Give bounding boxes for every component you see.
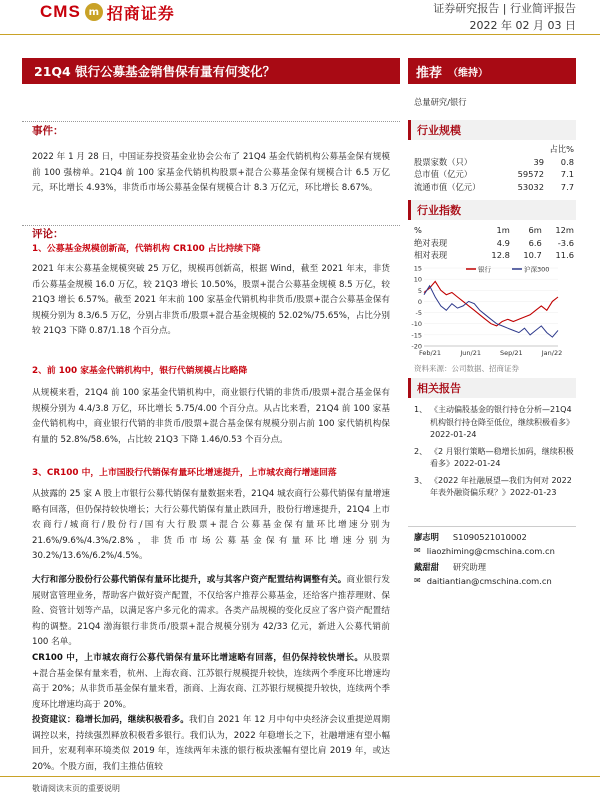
paragraph-4-lead: 大行和部分股份行公募代销保有量环比提升，或与其客户资产配置结构调整有关。 xyxy=(32,575,347,585)
scale-label: 股票家数（只） xyxy=(414,156,473,167)
legend-label: 沪深300 xyxy=(524,265,550,274)
scale-table xyxy=(414,143,574,193)
index-label: 绝对表现 xyxy=(414,237,448,248)
section-1-heading: 1、公募基金规模创新高，代销机构 CR100 占比持续下降 xyxy=(32,244,261,254)
scale-label: 总市值（亿元） xyxy=(414,169,473,180)
list-item[interactable] xyxy=(414,475,574,500)
index-1m: 12.8 xyxy=(491,250,510,261)
logo-mark-icon: m xyxy=(85,3,103,21)
index-12m: 11.6 xyxy=(555,250,574,261)
recommendation-badge xyxy=(408,58,576,84)
x-tick-label: Jun/21 xyxy=(460,349,481,357)
index-table xyxy=(414,224,574,262)
related-report-list xyxy=(414,404,574,500)
y-tick-label: -20 xyxy=(411,342,422,351)
report-number: 2、 xyxy=(414,446,428,456)
report-title: 21Q4 银行公募基金销售保有量有何变化？ xyxy=(22,58,400,84)
header-divider xyxy=(0,34,600,35)
footer-note: 敬请阅读末页的重要说明 xyxy=(32,784,120,793)
paragraph-4-text: 商业银行发展财富管理业务，帮助客户做好资产配置，不仅给客户推荐公募基金，还给客户推荐理财、保险、资管计划等产品，以满足客户多元化的需求。各类产品规模的变化反应了客户资产配置结构的调整。21Q4 渤海银行非货币/股票+混合规模分别为 42/33 亿元，新进入公募代销前 100 名单。 xyxy=(32,575,390,648)
y-tick-label: 15 xyxy=(413,264,422,273)
scale-value: 59572 xyxy=(517,169,544,180)
mail-icon: ✉ xyxy=(414,546,421,555)
y-tick-label: 0 xyxy=(417,297,422,306)
logo-text-en: CMS xyxy=(40,2,81,21)
scale-share: 7.7 xyxy=(560,181,574,192)
related-section-title: 相关报告 xyxy=(408,378,576,398)
analyst-email-row xyxy=(414,574,574,588)
paragraph-6-text: 我们自 2021 年 12 月中旬中央经济会议重提逆周期调控以来，持续强烈释放积极看多银行。我们认为，2022 年稳增长之下，社融增速有望小幅回升，宏观利率环境类似 2019 年，连续两年未涨的银行板块涨幅有望比肩 2019 年，或达 20%。个股方面，我们主推估值较 xyxy=(32,715,390,772)
table-row xyxy=(414,237,574,250)
footer-divider xyxy=(0,776,600,777)
paragraph-5 xyxy=(32,651,390,713)
paragraph-6 xyxy=(32,713,390,775)
analyst-email[interactable]: daitiantian@cmschina.com.cn xyxy=(426,576,552,586)
section-1-text: 2021 年末公募基金规模突破 25 万亿，规模再创新高，根据 Wind，截至 2021 年末，非货币公募基金规模 16.0 万亿，较 21Q3 增长 10.50%，股票+混合公募基金规模 8.5 万亿，较 21Q3 增长 6.57%。截至 2021 年末前 100 家基金代销机构非货币/股票+混合公募基金保有规模分别为 8.3/6.5 万亿，分别占非货币/股票+混合基金规模的 52.02%/75.65%，占比分别较 21Q3 下降 0.87/1.18 个百分点。 xyxy=(32,264,390,337)
comment-label: 评论： xyxy=(32,228,64,240)
table-row xyxy=(414,168,574,181)
y-tick-label: 5 xyxy=(417,286,422,295)
table-row xyxy=(414,249,574,262)
scale-label: 流通市值（亿元） xyxy=(414,181,481,192)
y-tick-label: -5 xyxy=(415,309,422,318)
analyst-name: 戴甜甜 xyxy=(414,562,439,572)
scale-share: 0.8 xyxy=(560,156,574,167)
index-section-title: 行业指数 xyxy=(408,200,576,220)
analyst-row xyxy=(414,560,574,574)
chart-source: 资料来源：公司数据、招商证券 xyxy=(414,364,519,373)
logo-text-cn: 招商证券 xyxy=(106,3,175,23)
industry-line: 总量研究/银行 xyxy=(414,97,467,107)
analyst-cert: S1090521010002 xyxy=(452,532,527,542)
analyst-email[interactable]: liaozhiming@cmschina.com.cn xyxy=(426,546,555,556)
scale-share-header: 占比% xyxy=(549,144,574,155)
scale-section-title: 行业规模 xyxy=(408,120,576,140)
report-number: 1、 xyxy=(414,405,428,414)
divider xyxy=(408,526,576,527)
scale-value: 53032 xyxy=(517,181,544,192)
industry-index-chart xyxy=(408,262,576,362)
section-2-heading: 2、前 100 家基金代销机构中，银行代销规模占比略降 xyxy=(32,366,248,376)
list-item[interactable] xyxy=(414,404,574,442)
report-title-link[interactable]: 《主动偏股基金的银行持仓分析—21Q4 机构银行持仓降至低位，继续积极看多》2022-01-24 xyxy=(430,405,574,439)
report-type: 证券研究报告 | 行业简评报告 xyxy=(433,2,576,15)
recommendation-sub: （维持） xyxy=(448,67,489,79)
table-row xyxy=(414,181,574,194)
mail-icon: ✉ xyxy=(414,576,421,585)
event-text: 2022 年 1 月 28 日，中国证券投资基金业协会公布了 21Q4 基金代销机构公募基金保有规模前 100 强榜单。21Q4 前 100 家基金代销机构股票+混合公募基金保有规模合计 6.5 万亿元，环比增长 4.93%，非货币市场公募基金保有规模合计 8.3 万亿元，环比增长 8.67%。 xyxy=(32,152,390,194)
scale-share: 7.1 xyxy=(560,169,574,180)
paragraph-4 xyxy=(32,573,390,651)
brand-logo xyxy=(40,2,175,22)
paragraph-5-text: 从股票+混合基金保有量来看，杭州、上海农商、江苏银行规模提升较快，连续两个季度环比增速均高于 20%；从非货币基金保有量来看，浙商、上海农商、江苏银行规模提升较快，连续两个季度环比增速均高于 20%。 xyxy=(32,653,390,710)
x-tick-label: Feb/21 xyxy=(419,349,441,357)
recommendation-label: 推荐 xyxy=(416,65,443,81)
y-tick-label: 10 xyxy=(413,275,422,284)
paragraph-6-lead: 投资建议：稳增长加码，继续积极看多。 xyxy=(32,715,189,725)
section-3-heading: 3、CR100 中，上市国股行代销保有量环比增速提升，上市城农商行增速回落 xyxy=(32,468,337,478)
report-title-link[interactable]: 《2022 年社融展望—我们为何对 2022 年表外融资偏乐观？》2022-01-23 xyxy=(430,475,572,497)
index-1m: 4.9 xyxy=(496,237,510,248)
y-tick-label: -15 xyxy=(411,331,422,340)
section-2-text: 从规模来看，21Q4 前 100 家基金代销机构中，商业银行代销的非货币/股票+混合基金保有规模分别为 4.4/3.8 万亿，环比增长 5.75/4.00 个百分点。从占比来看，21Q4 前 100 家基金代销机构中，商业银行代销的非货币/股票+混合基金保有规模分别占前 100 家代销机构保有量的 52.8%/58.6%，占比较 21Q3 下降 1.46/0.53 个百分点。 xyxy=(32,388,390,445)
scale-value: 39 xyxy=(533,156,544,167)
index-header-label: % xyxy=(414,225,422,236)
list-item[interactable] xyxy=(414,446,574,471)
index-6m: 10.7 xyxy=(523,250,542,261)
analyst-block xyxy=(414,530,574,588)
report-number: 3、 xyxy=(414,475,428,485)
index-header-12m: 12m xyxy=(555,225,574,236)
section-3-text: 从披露的 25 家 A 股上市银行公募代销保有量数据来看，21Q4 城农商行公募代销保有量增速略有回落，但仍保持较快增长；大行公募代销保有量止跌回升，股份行增速提升，21Q4 上市农商行/城商行/股份行/国有大行股票+混合公募基金保有量环比增速分别为 21.6%/9.6%/4.3%/2.8%，非货币市场公募基金保有量环比增速分别为 30.2%/13.6%/6.2%/4.5%。 xyxy=(32,489,390,562)
paragraph-5-lead: CR100 中，上市城农商行公募代销保有量环比增速略有回落，但仍保持较快增长。 xyxy=(32,653,364,663)
header-meta xyxy=(433,0,576,34)
index-label: 相对表现 xyxy=(414,250,448,261)
table-header-row xyxy=(414,224,574,237)
analyst-name: 廖志明 xyxy=(414,532,439,542)
legend-label: 银行 xyxy=(478,265,491,274)
x-tick-label: Sep/21 xyxy=(499,349,523,357)
analyst-cert: 研究助理 xyxy=(452,562,487,572)
y-tick-label: -10 xyxy=(411,320,422,329)
index-12m: -3.6 xyxy=(557,237,574,248)
report-date: 2022 年 02 月 03 日 xyxy=(469,19,576,32)
index-header-1m: 1m xyxy=(496,225,510,236)
analyst-row xyxy=(414,530,574,544)
index-6m: 6.6 xyxy=(528,237,542,248)
report-title-link[interactable]: 《2 月银行策略—稳增长加码，继续积极看多》2022-01-24 xyxy=(430,446,574,468)
index-header-6m: 6m xyxy=(528,225,542,236)
analyst-email-row xyxy=(414,544,574,558)
table-row xyxy=(414,156,574,169)
divider xyxy=(22,225,400,226)
divider xyxy=(22,121,400,122)
x-tick-label: Jan/22 xyxy=(541,349,563,357)
event-label: 事件： xyxy=(32,125,64,137)
